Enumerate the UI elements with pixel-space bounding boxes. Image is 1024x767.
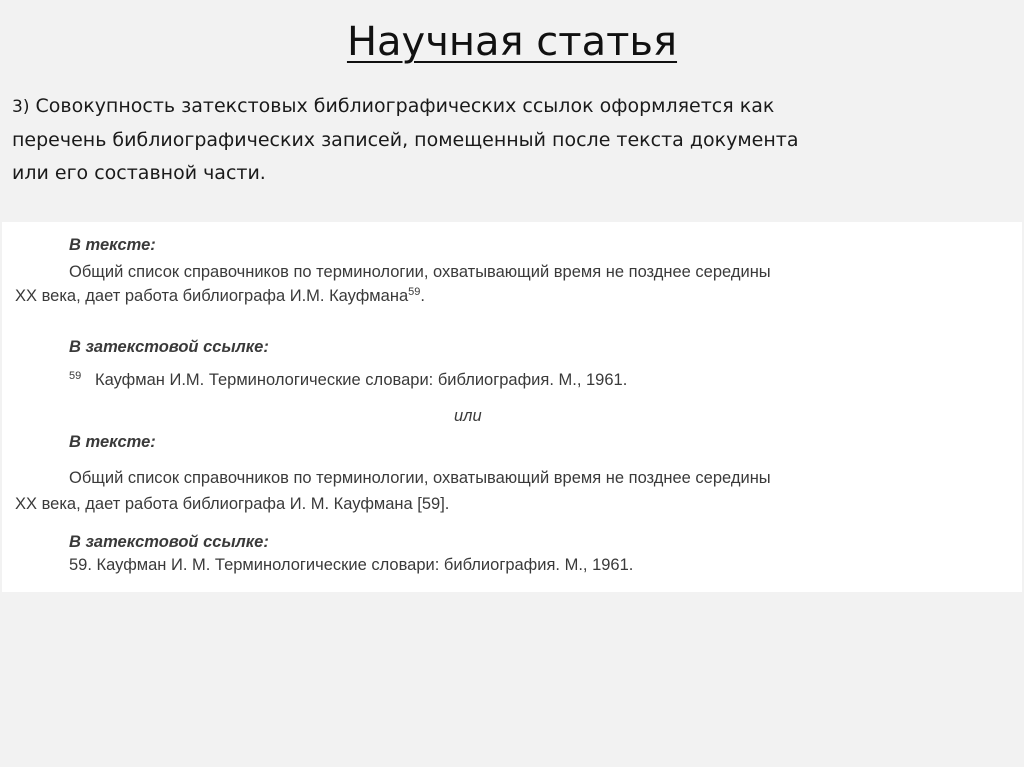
slide-title-text: Научная статья <box>346 19 678 65</box>
example1-ref-line <box>69 370 627 390</box>
example2-body-line-2: XX века, дает работа библиографа И. М. Кауфмана [59]. <box>15 495 450 513</box>
example2-in-text-label: В тексте: <box>69 433 156 451</box>
intro-line-3: или его составной части. <box>12 162 266 184</box>
or-separator: или <box>454 407 482 425</box>
intro-line-1 <box>12 90 1002 124</box>
example2-ref-label: В затекстовой ссылке: <box>69 533 269 551</box>
example2-body-line-1: Общий список справочников по терминологии, охватывающий время не позднее середины <box>69 469 771 487</box>
intro-paragraph <box>12 90 1002 190</box>
example1-in-text-label: В тексте: <box>69 236 156 254</box>
footnote-ref-number: 59 <box>69 370 82 382</box>
example1-body-line-1: Общий список справочников по терминологии, охватывающий время не позднее середины <box>69 263 771 281</box>
slide-title <box>0 14 1024 70</box>
intro-line-1-text: Совокупность затекстовых библиографических ссылок оформляется как <box>35 95 775 117</box>
intro-line-2: перечень библиографических записей, помещенный после текста документа <box>12 129 799 151</box>
footnote-marker: 59 <box>408 286 421 298</box>
intro-number: 3) <box>12 97 30 117</box>
scanned-example <box>2 222 1022 592</box>
example1-ref-label: В затекстовой ссылке: <box>69 338 269 356</box>
example1-body-line-2-text: XX века, дает работа библиографа И.М. Кауфмана <box>15 287 409 305</box>
example1-body-line-2-end: . <box>420 287 425 305</box>
example1-ref-text: Кауфман И.М. Терминологические словари: библиография. М., 1961. <box>95 371 628 389</box>
example2-ref-line: 59. Кауфман И. М. Терминологические словари: библиография. М., 1961. <box>69 556 634 574</box>
example1-body-line-2 <box>15 286 425 306</box>
